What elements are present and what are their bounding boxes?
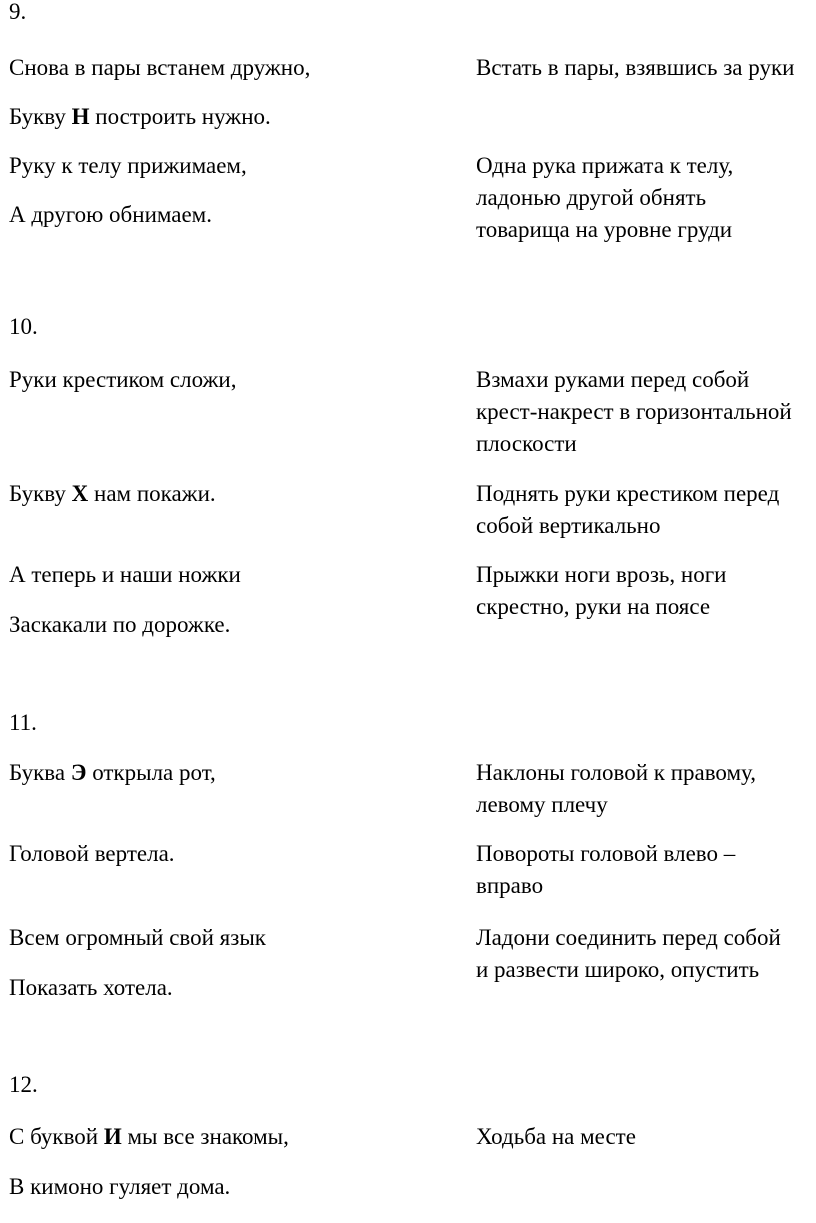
verse-line: Руку к телу прижимаем, — [9, 153, 247, 178]
verse-line: С буквой И мы все знакомы, — [9, 1124, 289, 1149]
verse-line: Руки крестиком сложи, — [9, 367, 237, 392]
bold-letter: Э — [70, 760, 87, 785]
verse-line: Головой вертела. — [9, 841, 175, 866]
verse-line: Букву Н построить нужно. — [9, 104, 271, 129]
verse-line: Букву Х нам покажи. — [9, 481, 216, 506]
instruction-line: и развести широко, опустить — [476, 957, 760, 982]
instruction-line: Одна рука прижата к телу, — [476, 153, 734, 178]
instruction-line: Взмахи руками перед собой — [476, 367, 750, 392]
instruction-line: Встать в пары, взявшись за руки — [476, 55, 795, 80]
instruction-line: вправо — [476, 873, 544, 898]
instruction-line: Повороты головой влево – — [476, 841, 736, 866]
instruction-line: товарища на уровне груди — [476, 217, 733, 242]
instruction-line: левому плечу — [476, 792, 608, 817]
instruction-line: Наклоны головой к правому, — [476, 760, 756, 785]
verse-line: А теперь и наши ножки — [9, 562, 241, 587]
verse-line: Снова в пары встанем дружно, — [9, 55, 311, 80]
instruction-line: скрестно, руки на поясе — [476, 594, 711, 619]
instruction-line: плоскости — [476, 431, 577, 456]
instruction-line: крест-накрест в горизонтальной — [476, 399, 792, 424]
instruction-line: Ладони соединить перед собой — [476, 925, 781, 950]
verse-line: А другою обнимаем. — [9, 202, 212, 227]
instruction-line: Поднять руки крестиком перед — [476, 481, 780, 506]
verse-line: Всем огромный свой язык — [9, 925, 266, 950]
bold-letter: Н — [71, 104, 90, 129]
verse-line: Показать хотела. — [9, 975, 173, 1000]
section-number: 10. — [9, 314, 38, 339]
instruction-line: Ходьба на месте — [476, 1124, 636, 1149]
bold-letter: Х — [71, 481, 89, 506]
bold-letter: И — [103, 1124, 122, 1149]
instruction-line: ладонью другой обнять — [476, 185, 707, 210]
instruction-line: Прыжки ноги врозь, ноги — [476, 562, 727, 587]
verse-line: В кимоно гуляет дома. — [9, 1174, 231, 1199]
section-number: 11. — [9, 710, 37, 735]
section-number: 12. — [9, 1072, 38, 1097]
verse-line: Заскакали по дорожке. — [9, 612, 231, 637]
section-number: 9. — [9, 0, 27, 24]
instruction-line: собой вертикально — [476, 513, 661, 538]
verse-line: Буква Э открыла рот, — [9, 760, 216, 785]
